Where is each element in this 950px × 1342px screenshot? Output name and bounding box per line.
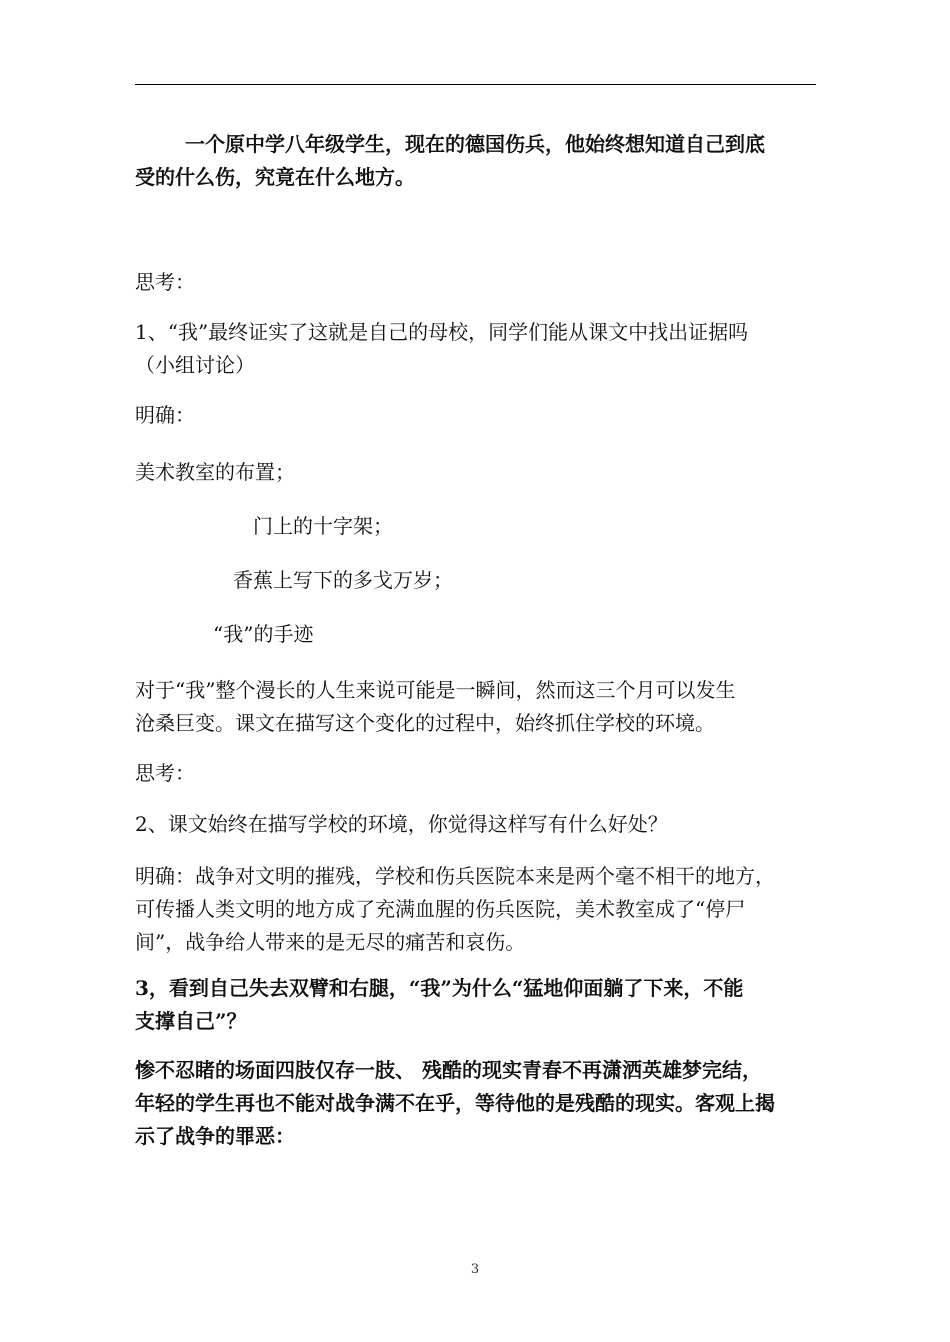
text-line: 1、“我”最终证实了这就是自己的母校，同学们能从课文中找出证据吗 [135,320,749,344]
text-line: 2、课文始终在描写学校的环境，你觉得这样写有什么好处？ [135,812,668,836]
transition-paragraph [135,674,816,740]
text-line: 对于“我”整个漫长的人生来说可能是一瞬间，然而这三个月可以发生 [135,678,736,702]
question-1 [135,316,816,382]
text-line: 一个原中学八年级学生，现在的德国伤兵，他始终想知道自己到底 [185,132,765,156]
evidence-4 [213,618,713,651]
evidence-1 [135,456,816,489]
intro-paragraph [135,128,816,194]
answer-3 [135,1054,816,1153]
text-line: 受的什么伤，究竟在什么地方。 [135,165,415,189]
text-line: 年轻的学生再也不能对战争满不在乎，等待他的是残酷的现实。客观上揭 [135,1091,775,1115]
text-line: 明确： [135,403,195,427]
text-line: “我”的手迹 [213,622,314,646]
think-label-1 [135,266,816,299]
text-line: 3，看到自己失去双臂和右腿，“我”为什么“猛地仰面躺了下来，不能 [135,976,744,1000]
text-line: 惨不忍睹的场面四肢仅存一肢、 残酷的现实青春不再潇洒英雄梦完结， [135,1058,762,1082]
text-line: 沧桑巨变。课文在描写这个变化的过程中，始终抓住学校的环境。 [135,711,715,735]
question-3 [135,972,816,1038]
think-label-2 [135,757,816,790]
text-line: （小组讨论） [135,353,255,377]
text-line: 间”，战争给人带来的是无尽的痛苦和哀伤。 [135,930,526,954]
evidence-3 [233,564,733,597]
text-line: 思考： [135,270,195,294]
answer-2 [135,860,816,959]
page-number: 3 [470,1262,480,1277]
text-line: 香蕉上写下的多戈万岁； [233,568,453,592]
text-line: 示了战争的罪恶： [135,1124,295,1148]
text-line: 思考： [135,761,195,785]
text-line: 支撑自己”？ [135,1009,247,1033]
text-line: 可传播人类文明的地方成了充满血腥的伤兵医院，美术教室成了“停尸 [135,897,746,921]
text-line: 门上的十字架； [253,514,393,538]
evidence-2 [253,510,753,543]
question-2 [135,808,816,841]
text-line: 明确：战争对文明的摧残，学校和伤兵医院本来是两个毫不相干的地方， [135,864,775,888]
header-rule [135,84,816,85]
answer-label-1 [135,399,816,432]
text-line: 美术教室的布置； [135,460,295,484]
